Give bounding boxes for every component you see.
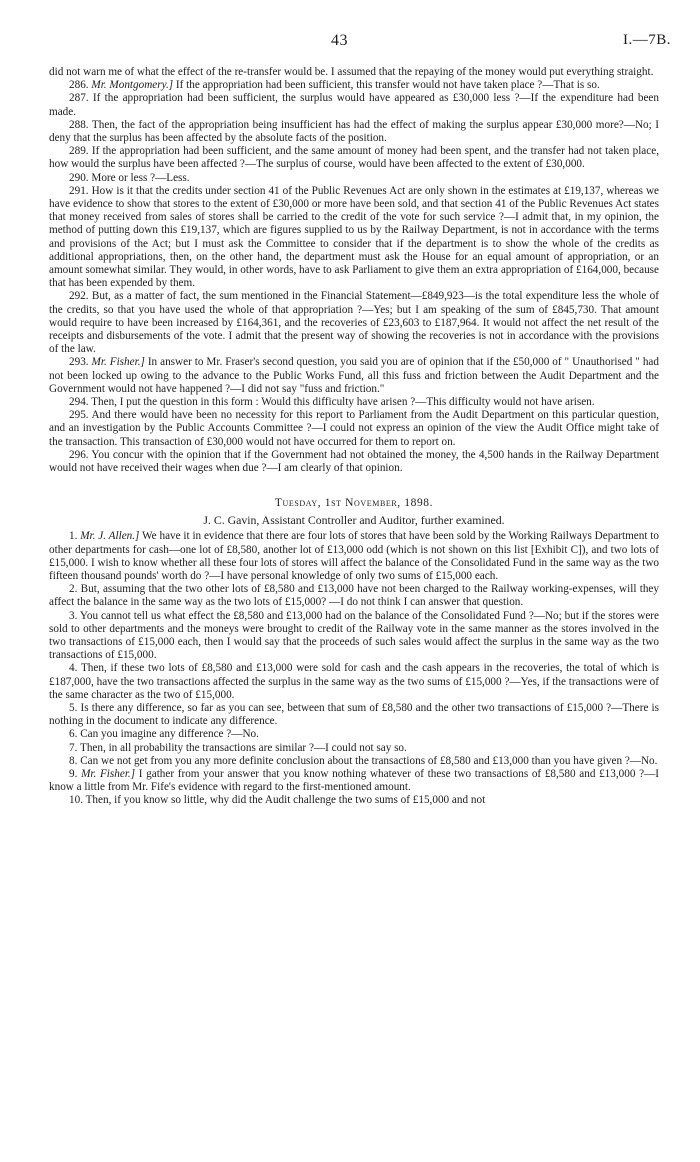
question-292: 292. But, as a matter of fact, the sum mentioned in the Financial Statement—£849,923—is the total expenditure less the whole of the credits, so that you have used the whole of that appropriation ?—Yes; but I am speaking of the sum of £845,730. That amount would require to have been increased by £164,361, and the recoveries of £23,603 to £187,964. It would not affect the net result of the receipts and disbursements of the vote. I admit that the present way of showing the recoveries is not in accordance with the provisions of the law. — [49, 290, 659, 356]
question-3: 3. You cannot tell us what effect the £8,580 and £13,000 had on the balance of the Consolidated Fund ?—No; but if the stores were sold to other departments and the moneys were brought to credit of the Railway vote in the same manner as the stores involved in the two transactions of £15,000 each, then I would say that the proceeds of such sales would affect the surplus in the same way as the two transactions of £15,000. — [49, 609, 659, 662]
question-8: 8. Can we not get from you any more definite conclusion about the transactions of £8,580 and £13,000 than you have given ?—No. — [69, 754, 658, 767]
question-6: 6. Can you imagine any difference ?—No. — [69, 728, 259, 741]
speaker-name: Mr. Fisher.] — [91, 356, 145, 369]
speaker-name: Mr. J. Allen.] — [80, 530, 140, 543]
document-reference: I.—7B. — [623, 32, 671, 48]
question-290: 290. More or less ?—Less. — [69, 171, 190, 184]
question-text: I gather from your answer that you know nothing whatever of these two transactions of £8,580 and £13,000 ?—I know a little from Mr. Fife's evidence with regard to the first-mentioned amount. — [49, 767, 659, 794]
question-287: 287. If the appropriation had been sufficient, the surplus would have appeared as £30,000 less ?—If the expenditure had been made. — [49, 92, 659, 118]
page-header — [49, 14, 671, 49]
question-5: 5. Is there any difference, so far as you can see, between that sum of £8,580 and the other two transactions of £15,000 ?—There is nothing in the document to indicate any difference. — [49, 701, 659, 728]
document-page — [49, 14, 671, 808]
speaker-name: Mr. Montgomery.] — [91, 79, 174, 92]
question-286 — [49, 79, 659, 92]
question-296: 296. You concur with the opinion that if the Government had not obtained the money, the 4,500 hands in the Railway Department would not have received their wages when due ?—I am clearly of that opinion. — [49, 448, 659, 475]
question-text: In answer to Mr. Fraser's second question, you said you are of opinion that if the £50,000 of " Unauthorised " had not been locked up owing to the advance to the Public Works Fund, all this fuss and friction between the Audit Department and the Government would not have happened ?—I did not say "fuss and friction." — [49, 356, 659, 395]
question-text: We have it in evidence that there are four lots of stores that have been sold by the Working Railways Department to other departments for cash—one lot of £8,580, another lot of £13,000 odd (which is not shown on this list [Exhibit C]), and two lots of £15,000. I wish to know whether all these four lots of stores will affect the balance of the Consolidated Fund in the same way as the two fifteen thousand pounds' worth do ?—I have personal knowledge of only two sums of £15,000 each. — [49, 530, 659, 582]
question-9 — [49, 768, 659, 794]
question-number: 9. — [69, 767, 82, 780]
question-10: 10. Then, if you know so little, why did the Audit challenge the two sums of £15,000 and not — [69, 794, 486, 807]
question-text: If the appropriation had been sufficient, this transfer would not have taken place ?—That is so. — [173, 79, 600, 92]
question-294: 294. Then, I put the question in this form : Would this difficulty have arisen ?—This difficulty would not have arisen. — [69, 396, 595, 409]
question-288: 288. Then, the fact of the appropriation being insufficient has had the effect of making the surplus appear £30,000 more?—No; I deny that the surplus has been affected by the absolute facts of the position. — [49, 118, 659, 145]
question-291: 291. How is it that the credits under section 41 of the Public Revenues Act are only shown in the estimates at £19,137, whereas we have evidence to show that stores to the extent of £30,000 or more have been sold, and that section 41 of the Public Revenues Act states that money received from sales of stores shall be carried to the credit of the vote for such service ?—I admit that, in my opinion, the method of putting down this £19,137, which are figures supplied to us by the Railway Department, is not in accordance with the terms and provisions of the Act; but I must ask the Committee to consider that if the department is to show the whole of the credits as additional appropriations, then, on the other hand, the department must ask the House for an equal amount of appropriation, or an amount somewhat similar. They would, in other words, have to ask Parliament to give them an extra appropriation of £164,000, because that has been expended by them. — [49, 184, 659, 290]
speaker-name: Mr. Fisher.] — [81, 767, 136, 780]
page-number: 43 — [331, 32, 348, 49]
session-date-heading: Tuesday, 1st November, 1898. — [274, 497, 434, 510]
question-293 — [49, 356, 659, 396]
continued-answer: did not warn me of what the effect of the re-transfer would be. I assumed that the repaying of the money would put everything straight. — [49, 66, 654, 78]
question-7: 7. Then, in all probability the transactions are similar ?—I could not say so. — [69, 741, 407, 754]
witness-heading: J. C. Gavin, Assistant Controller and Auditor, further examined. — [203, 513, 505, 528]
question-2: 2. But, assuming that the two other lots of £8,580 and £13,000 have not been charged to the Railway working-expenses, will they affect the balance in the same way as the two lots of £15,000? —I do not think I can answer that question. — [49, 583, 659, 609]
evidence-text — [49, 66, 659, 808]
question-4: 4. Then, if these two lots of £8,580 and £13,000 were sold for cash and the cash appears in the recoveries, the total of which is £187,000, have the two transactions affected the surplus in the same way as the two sums of £15,000 ?—Yes, if the transactions were of the same character as the two of £15,000. — [49, 662, 659, 701]
question-1 — [49, 530, 659, 583]
question-number: 1. — [69, 530, 81, 543]
question-number: 286. — [69, 79, 92, 92]
question-289: 289. If the appropriation had been sufficient, and the same amount of money had been spent, and the transfer had not taken place, how would the surplus have been affected ?—The surplus of course, would have been affected to the extent of £30,000. — [49, 145, 659, 171]
question-number: 293. — [69, 356, 92, 369]
question-295: 295. And there would have been no necessity for this report to Parliament from the Audit Department on this particular question, and an investigation by the Public Accounts Committee ?—I could not express an opinion of the view the Audit Office might take of the transaction. This transaction of £30,000 would not have occurred for them to report on. — [49, 409, 659, 448]
